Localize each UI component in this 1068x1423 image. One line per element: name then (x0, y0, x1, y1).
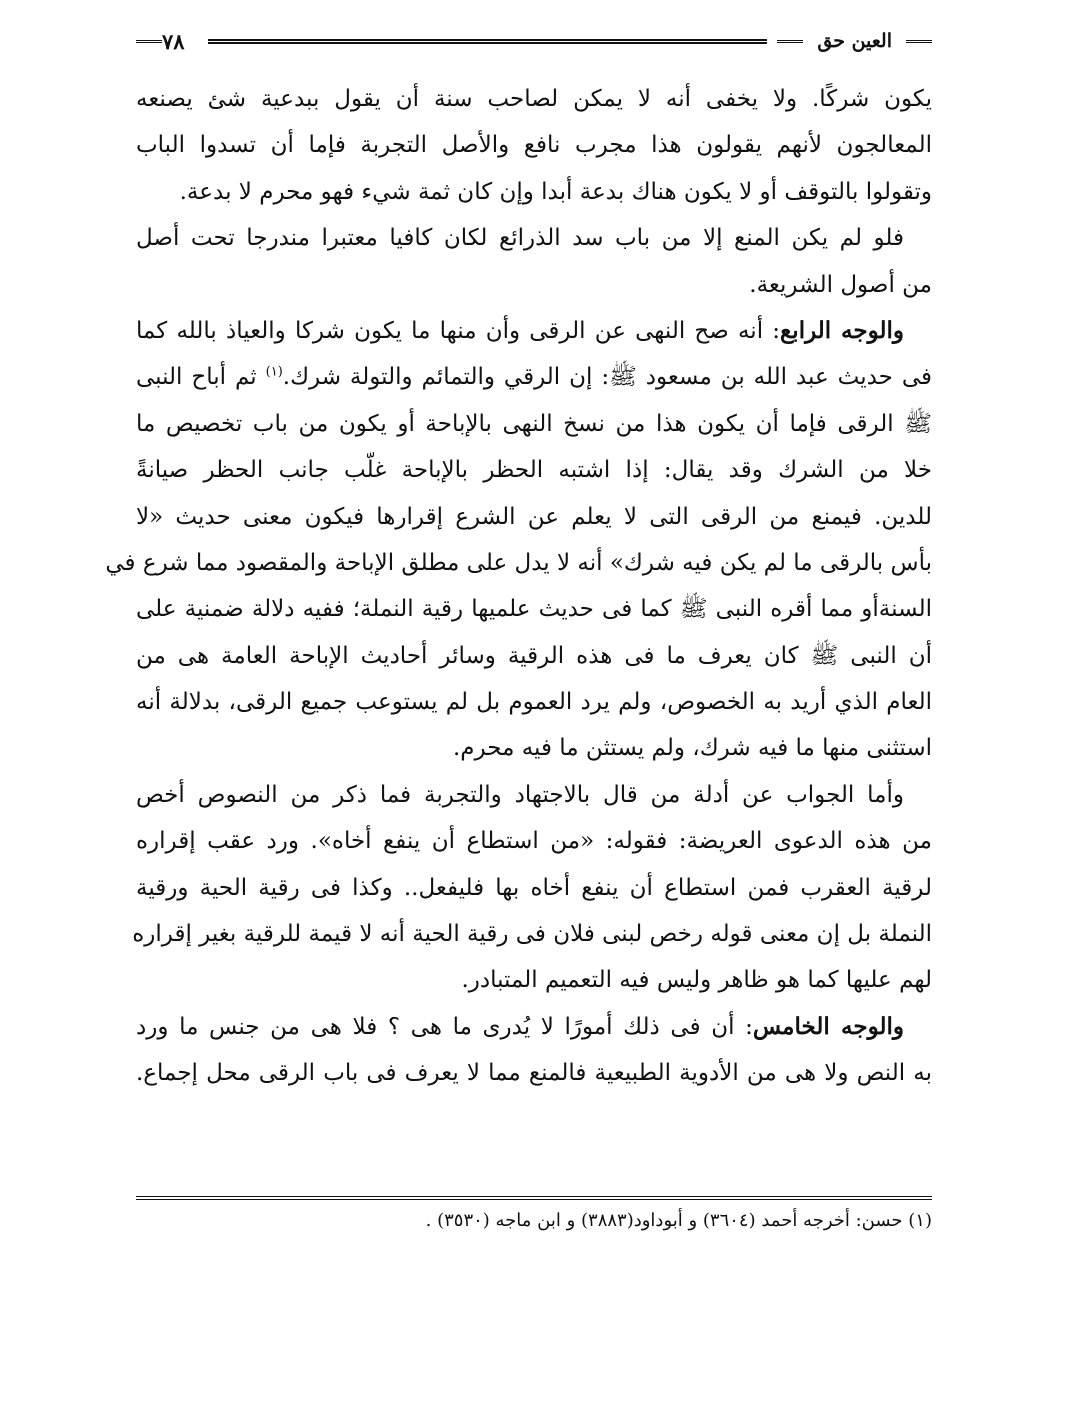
paragraph-5 (136, 1004, 932, 1097)
text-line: أن النبى ﷺ كان يعرف ما فى هذه الرقية وسائر أحاديث الإباحة العامة هى من (136, 642, 932, 669)
footnote-marker[interactable]: (١) (265, 364, 283, 380)
text-line: خلا من الشرك وقد يقال: إذا اشتبه الحظر بالإباحة غلّب جانب الحظر صيانةً (136, 457, 932, 484)
text-line: فلو لم يكن المنع إلا من باب سد الذرائع لكان كافيا معتبرا مندرجا تحت أصل (136, 225, 904, 252)
text-line: استثنى منها ما فيه شرك، ولم يستثن ما فيه محرم. (453, 735, 932, 762)
text-line: المعالجون لأنهم يقولون هذا مجرب نافع والأصل التجربة فإما أن تسدوا الباب (136, 132, 932, 159)
text-line: لهم عليها كما هو ظاهر وليس فيه التعميم المتبادر. (461, 967, 932, 994)
text-line: لرقية العقرب فمن استطاع أن ينفع أخاه بها فليفعل.. وكذا فى رقية الحية ورقية (136, 874, 932, 901)
header-dash-right (906, 40, 932, 43)
text-line: يكون شركًا. ولا يخفى أنه لا يمكن لصاحب سنة أن يقول ببدعية شئ يصنعه (136, 86, 932, 112)
page-number: ٧٨ (162, 28, 185, 54)
paragraph-2 (136, 215, 932, 308)
text-run: فى حديث عبد الله بن مسعود ﷺ: إن الرقي والتمائم والتولة شرك. (282, 364, 932, 391)
chapter-title: العين حق (817, 30, 892, 52)
header-rule (208, 39, 767, 44)
text-line (136, 354, 932, 400)
page-body (105, 76, 932, 1097)
text-line: ﷺ الرقى فإما أن يكون هذا من نسخ النهى بالإباحة أو يكون من باب تخصيص ما (136, 410, 932, 437)
text-line: به النص ولا هى من الأدوية الطبيعية فالمنع مما لا يعرف فى باب الرقى محل إجماع. (136, 1060, 932, 1087)
running-header (136, 26, 932, 56)
section-lead: والوجه الخامس (752, 1012, 904, 1040)
text-line (136, 1004, 932, 1050)
header-dash-mid (777, 40, 803, 43)
paragraph-4 (132, 772, 932, 1004)
text-line: بأس بالرقى ما لم يكن فيه شرك» أنه لا يدل على مطلق الإباحة والمقصود مما شرع في (105, 549, 932, 576)
text-line: للدين. فيمنع من الرقى التى لا يعلم عن الشرع إقرارها فيكون معنى حديث «لا (136, 503, 932, 530)
text-run: : أن فى ذلك أمورًا لا يُدرى ما هى ؟ فلا هى من جنس ما ورد (136, 1013, 753, 1040)
paragraph-3 (105, 308, 932, 772)
text-line (136, 308, 932, 354)
section-lead: والوجه الرابع (780, 316, 904, 344)
header-dash-left (136, 40, 162, 43)
text-line: من هذه الدعوى العريضة: فقوله: «من استطاع أن ينفع أخاه». ورد عقب إقراره (136, 828, 932, 855)
text-run: : أنه صح النهى عن الرقى وأن منها ما يكون شركا والعياذ بالله كما (136, 317, 781, 344)
footnote: (١) حسن: أخرجه أحمد (٣٦٠٤) و أبوداود(٣٨٨٣) و ابن ماجه (٣٥٣٠) . (425, 1210, 932, 1231)
text-line: وتقولوا بالتوقف أو لا يكون هناك بدعة أبدا وإن كان ثمة شيء فهو محرم لا بدعة. (179, 178, 932, 205)
text-line: وأما الجواب عن أدلة من قال بالاجتهاد والتجربة فما ذكر من النصوص أخص (136, 781, 904, 808)
paragraph-1 (136, 76, 932, 215)
text-line: النملة بل إن معنى قوله رخص لبنى فلان فى رقية الحية أنه لا قيمة للرقية بغير إقراره (132, 921, 932, 948)
text-line: السنةأو مما أقره النبى ﷺ كما فى حديث علميها رقية النملة؛ ففيه دلالة ضمنية على (136, 596, 932, 623)
footnote-separator (136, 1196, 932, 1200)
text-run: ثم أباح النبى (136, 364, 266, 391)
text-line: من أصول الشريعة. (749, 271, 932, 298)
text-line: العام الذي أريد به الخصوص، ولم يرد العموم بل لم يستوعب جميع الرقى، بدلالة أنه (136, 689, 932, 716)
